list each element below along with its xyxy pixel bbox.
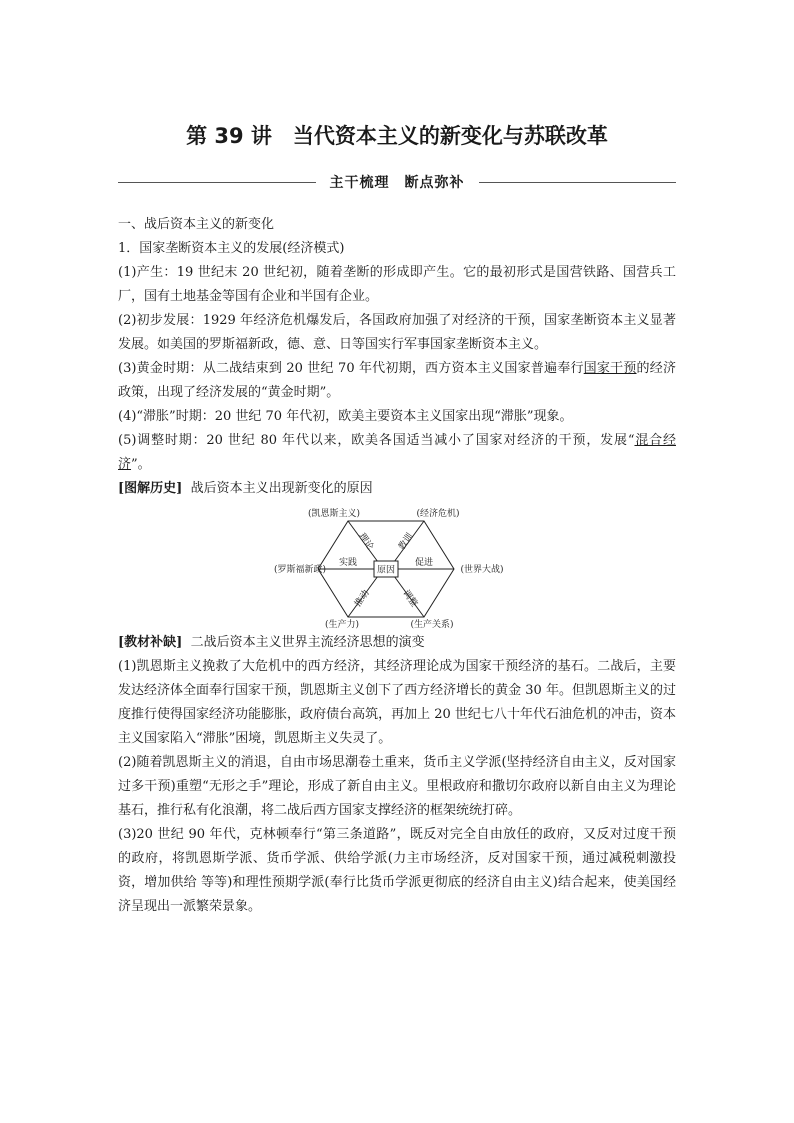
hexagon-diagram [273, 507, 516, 630]
node-bottom-left: (生产力) [324, 620, 360, 630]
node-top-left: (凯恩斯主义) [307, 509, 361, 519]
item-4: (4)“滞胀”时期：20 世纪 70 年代初，欧美主要资本主义国家出现“滞胀”现象。 [118, 409, 573, 424]
supplement-paragraph-1: (1)凯恩斯主义挽救了大危机中的西方经济，其经济理论成为国家干预经济的基石。二战后，主要发达经济体全面奉行国家干预，凯恩斯主义创下了西方经济增长的黄金 30 年。但凯恩斯主义的过度推行使得国家经济功能膨胀，政府债台高筑，再加上 20 世纪七八十年代石油危机的冲击，资本主义国家陷入“滞胀”困境，凯恩斯主义失灵了。 [118, 659, 676, 746]
edge-bottom-right: 调整 [400, 588, 419, 610]
node-left: (罗斯福新政) [273, 565, 327, 575]
figure-caption [118, 477, 676, 501]
item-1: (1)产生：19 世纪末 20 世纪初，随着垄断的形成即产生。它的最初形式是国营铁路、国营兵工厂，国有土地基金等国有企业和半国有企业。 [118, 265, 676, 304]
node-bottom-right: (生产关系) [410, 620, 454, 630]
content [118, 213, 676, 919]
item-3: (3)黄金时期：从二战结束到 20 世纪 70 年代初期，西方资本主义国家普遍奉行国家干预的经济政策，出现了经济发展的“黄金时期”。 [118, 361, 676, 400]
center-label: 原因 [376, 565, 396, 576]
section-header-label: 主干梳理 断点弥补 [329, 175, 465, 191]
divider-right [479, 182, 677, 183]
edge-right: 促进 [414, 558, 434, 568]
item-5: (5)调整时期：20 世纪 80 年代以来，欧美各国适当减小了国家对经济的干预，发展“混合经济”。 [118, 433, 676, 472]
edge-bottom-left: 推动 [353, 588, 372, 610]
edge-top-left: 理论 [356, 531, 375, 553]
supplement-paragraph-2: (2)随着凯恩斯主义的消退，自由市场思潮卷土重来，货币主义学派(坚持经济自由主义，反对国家过多干预)重塑“无形之手”理论，形成了新自由主义。里根政府和撒切尔政府以新自由主义为理论基石，推行私有化浪潮，将二战后西方国家支撑经济的框架统统打碎。 [118, 755, 676, 818]
section-heading: 一、战后资本主义的新变化 [118, 217, 275, 232]
section-header [118, 172, 676, 192]
edge-top-right: 教训 [397, 531, 416, 553]
figure-label: [图解历史] [118, 481, 183, 496]
underlined-term: 国家干预 [583, 361, 637, 376]
supplement-label: [教材补缺] [118, 635, 183, 650]
supplement-title: 二战后资本主义世界主流经济思想的演变 [190, 635, 425, 650]
figure-caption-text: 战后资本主义出现新变化的原因 [190, 481, 373, 496]
supplement-heading [118, 631, 676, 655]
divider-left [118, 182, 316, 183]
underlined-term: 混合经济 [118, 433, 676, 472]
page-title: 第 39 讲 当代资本主义的新变化与苏联改革 [186, 124, 608, 148]
supplement-paragraph-3: (3)20 世纪 90 年代，克林顿奉行“第三条道路”，既反对完全自由放任的政府，又反对过度干预的政府，将凯恩斯学派、货币学派、供给学派(力主市场经济，反对国家干预，通过减税刺激投资，增加供给 等等)和理性预期学派(奉行比货币学派更彻底的经济自由主义)结合起来，使美国经济呈现出一派繁荣景象。 [118, 827, 676, 914]
node-top-right: (经济危机) [416, 509, 460, 519]
node-right: (世界大战) [460, 565, 504, 575]
subsection-heading: 1．国家垄断资本主义的发展(经济模式) [118, 241, 345, 256]
item-2: (2)初步发展：1929 年经济危机爆发后，各国政府加强了对经济的干预，国家垄断资本主义显著发展。如美国的罗斯福新政，德、意、日等国实行军事国家垄断资本主义。 [118, 313, 676, 352]
edge-left: 实践 [338, 558, 358, 568]
